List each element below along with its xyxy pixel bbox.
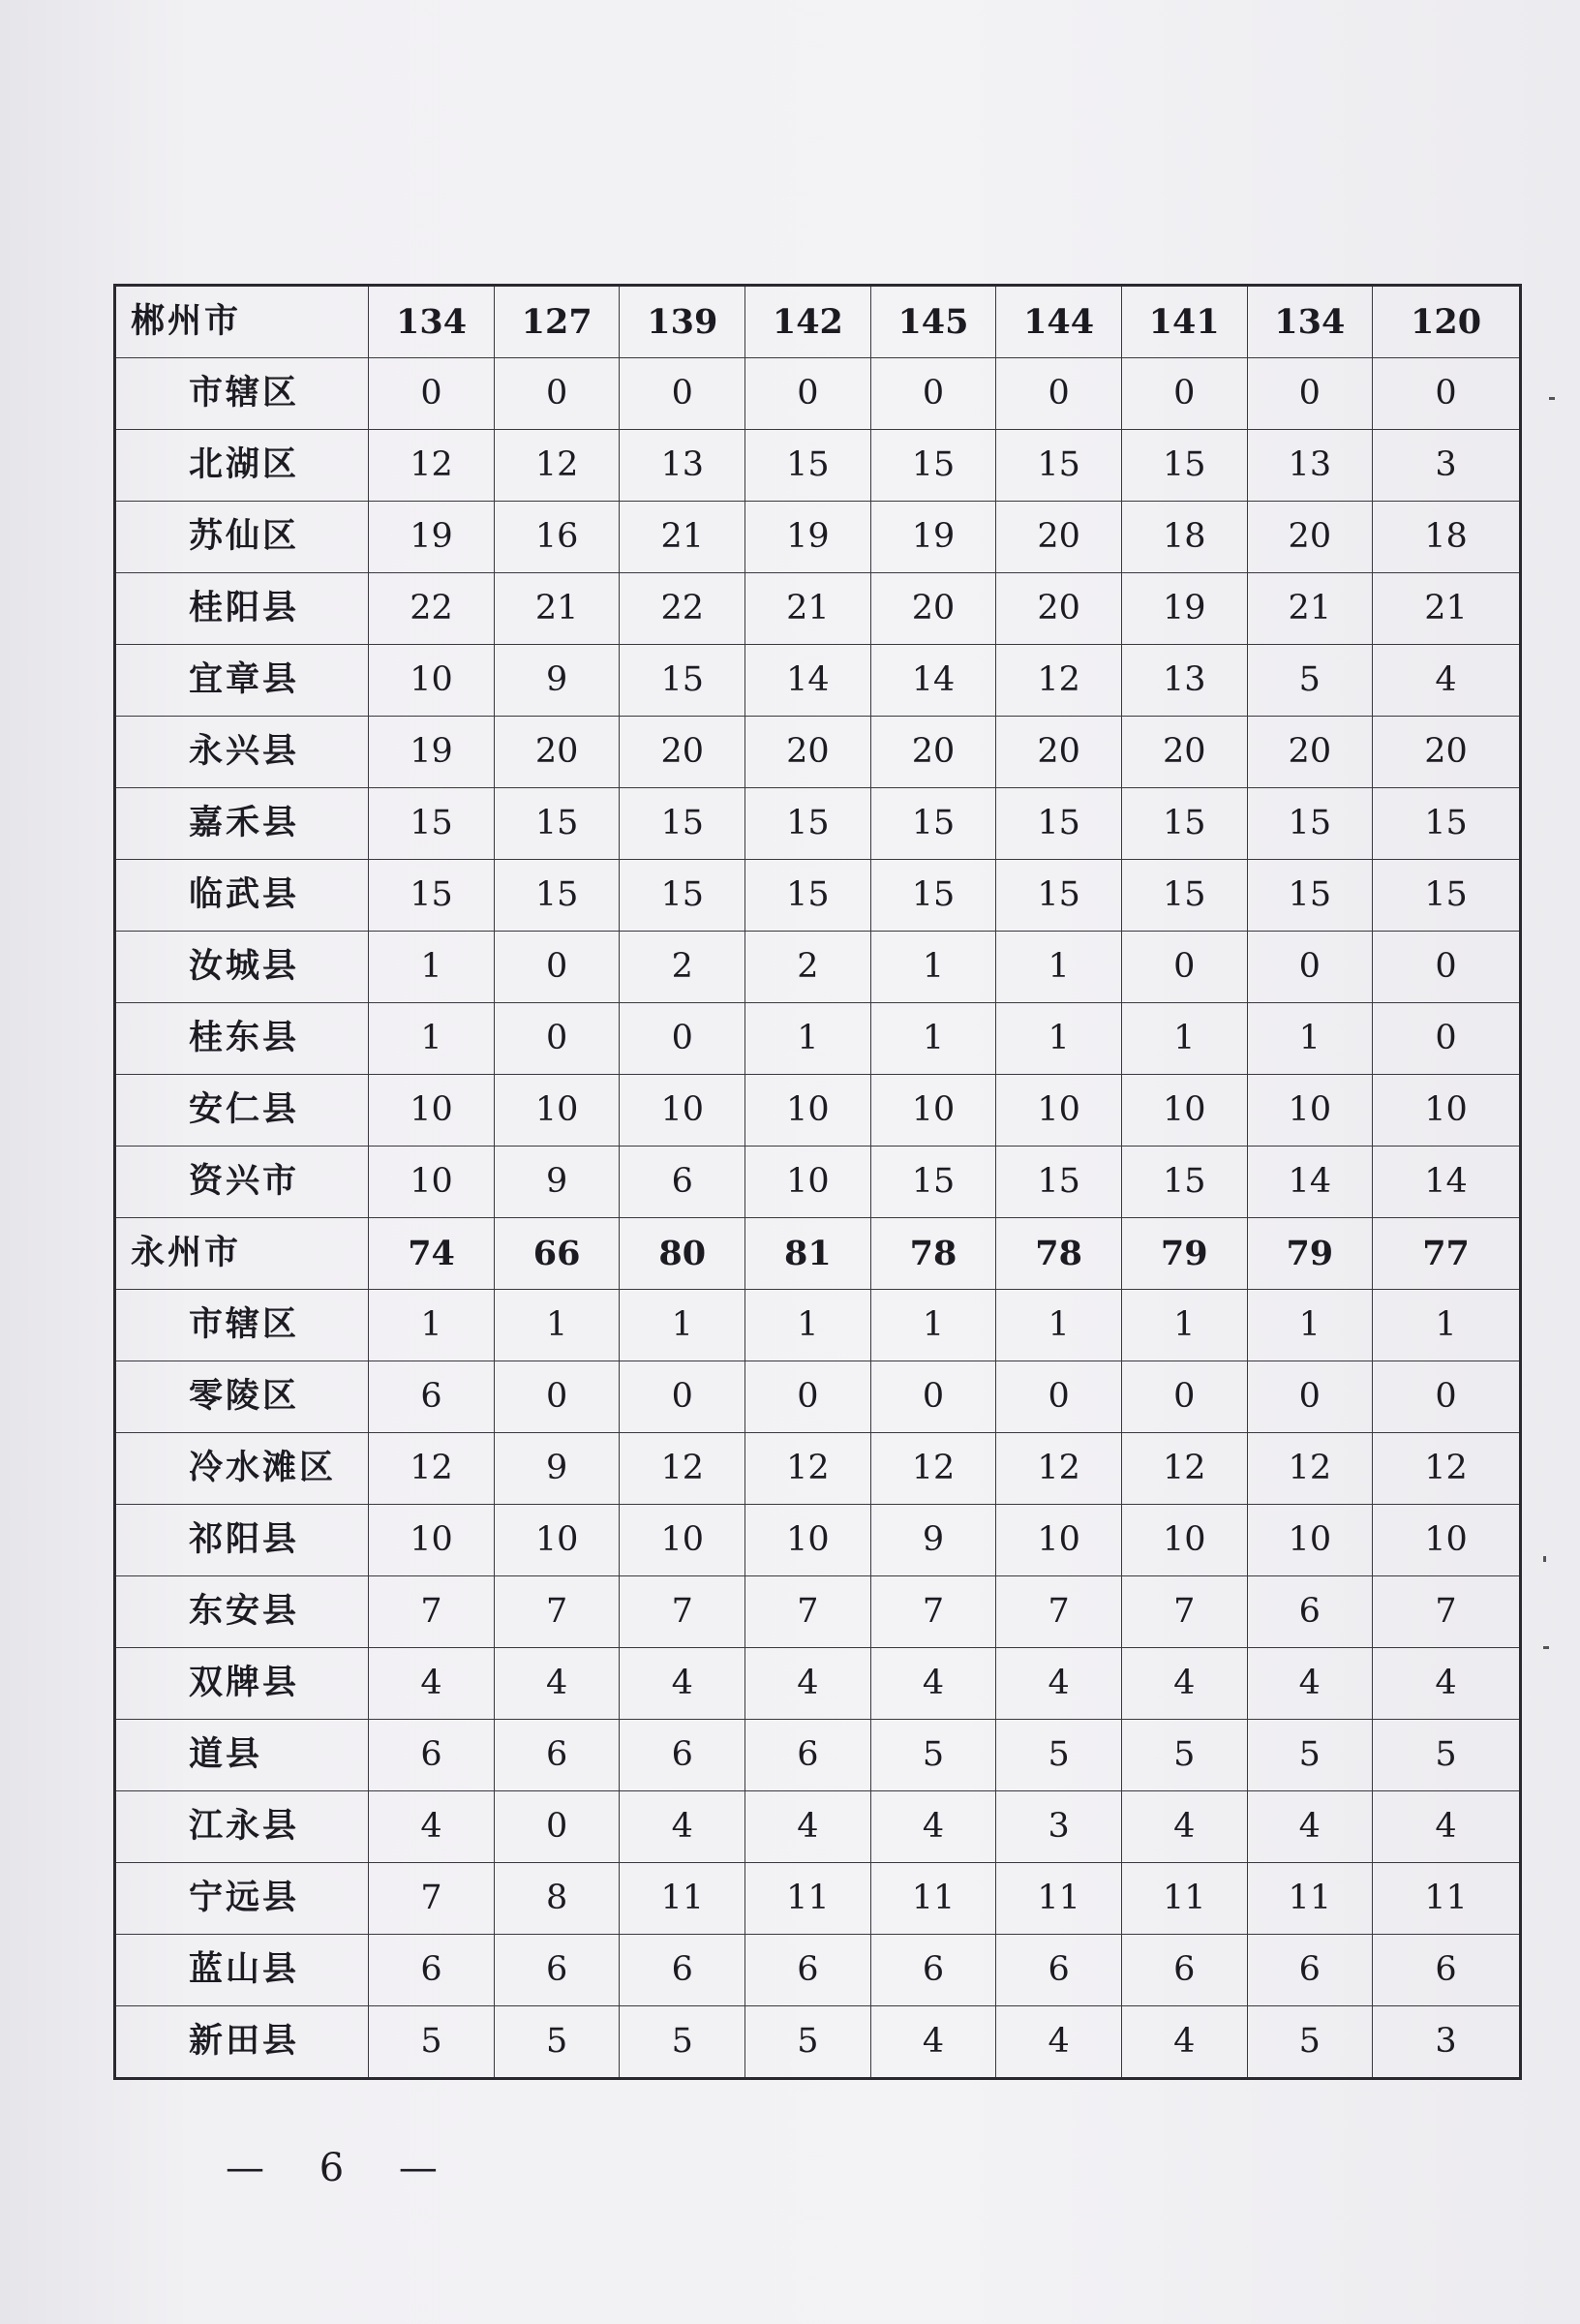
- value-cell: 19: [369, 717, 495, 788]
- value-cell: 4: [1121, 1648, 1247, 1720]
- value-cell: 10: [620, 1505, 745, 1576]
- region-name-cell: 新田县: [115, 2006, 369, 2079]
- value-cell: 6: [369, 1935, 495, 2006]
- value-cell: 134: [1247, 286, 1373, 358]
- value-cell: 15: [620, 788, 745, 860]
- value-cell: 15: [1121, 860, 1247, 932]
- value-cell: 4: [745, 1648, 871, 1720]
- value-cell: 6: [494, 1720, 620, 1791]
- value-cell: 10: [1373, 1075, 1521, 1147]
- region-name-cell: 道县: [115, 1720, 369, 1791]
- table-row-county: [115, 1505, 1521, 1576]
- value-cell: 7: [369, 1576, 495, 1648]
- value-cell: 7: [369, 1863, 495, 1935]
- value-cell: 14: [1373, 1147, 1521, 1218]
- value-cell: 15: [1121, 430, 1247, 502]
- value-cell: 12: [996, 645, 1122, 717]
- value-cell: 6: [620, 1935, 745, 2006]
- value-cell: 7: [1121, 1576, 1247, 1648]
- value-cell: 22: [620, 573, 745, 645]
- value-cell: 1: [1121, 1290, 1247, 1361]
- value-cell: 4: [996, 2006, 1122, 2079]
- value-cell: 7: [494, 1576, 620, 1648]
- value-cell: 5: [870, 1720, 996, 1791]
- value-cell: 15: [494, 860, 620, 932]
- table-row-city: [115, 286, 1521, 358]
- value-cell: 10: [369, 645, 495, 717]
- value-cell: 20: [870, 717, 996, 788]
- value-cell: 0: [494, 1791, 620, 1863]
- value-cell: 0: [1373, 932, 1521, 1003]
- value-cell: 10: [1373, 1505, 1521, 1576]
- value-cell: 15: [620, 645, 745, 717]
- value-cell: 4: [494, 1648, 620, 1720]
- value-cell: 0: [620, 358, 745, 430]
- value-cell: 0: [1121, 358, 1247, 430]
- value-cell: 11: [1373, 1863, 1521, 1935]
- value-cell: 0: [620, 1003, 745, 1075]
- value-cell: 15: [369, 788, 495, 860]
- footer-dash-right: —: [398, 2146, 441, 2190]
- value-cell: 1: [745, 1290, 871, 1361]
- value-cell: 8: [494, 1863, 620, 1935]
- value-cell: 139: [620, 286, 745, 358]
- value-cell: 18: [1373, 502, 1521, 573]
- value-cell: 12: [745, 1433, 871, 1505]
- value-cell: 21: [1373, 573, 1521, 645]
- value-cell: 0: [870, 1361, 996, 1433]
- table-row-county: [115, 1791, 1521, 1863]
- value-cell: 20: [494, 717, 620, 788]
- value-cell: 4: [1121, 1791, 1247, 1863]
- scan-mark: [1543, 1556, 1546, 1562]
- value-cell: 120: [1373, 286, 1521, 358]
- value-cell: 0: [1373, 358, 1521, 430]
- value-cell: 6: [1247, 1935, 1373, 2006]
- table-row-county: [115, 502, 1521, 573]
- value-cell: 1: [996, 1290, 1122, 1361]
- value-cell: 4: [1247, 1648, 1373, 1720]
- value-cell: 127: [494, 286, 620, 358]
- value-cell: 12: [1247, 1433, 1373, 1505]
- value-cell: 145: [870, 286, 996, 358]
- value-cell: 6: [745, 1720, 871, 1791]
- region-name-cell: 蓝山县: [115, 1935, 369, 2006]
- value-cell: 11: [745, 1863, 871, 1935]
- region-name-cell: 桂阳县: [115, 573, 369, 645]
- value-cell: 10: [996, 1075, 1122, 1147]
- value-cell: 5: [996, 1720, 1122, 1791]
- value-cell: 6: [620, 1720, 745, 1791]
- value-cell: 11: [996, 1863, 1122, 1935]
- value-cell: 9: [870, 1505, 996, 1576]
- value-cell: 14: [1247, 1147, 1373, 1218]
- value-cell: 20: [870, 573, 996, 645]
- value-cell: 6: [369, 1361, 495, 1433]
- table-row-county: [115, 860, 1521, 932]
- value-cell: 0: [1247, 358, 1373, 430]
- value-cell: 21: [745, 573, 871, 645]
- region-name-cell: 双牌县: [115, 1648, 369, 1720]
- value-cell: 0: [1247, 1361, 1373, 1433]
- value-cell: 10: [494, 1505, 620, 1576]
- value-cell: 0: [494, 1003, 620, 1075]
- value-cell: 20: [745, 717, 871, 788]
- table-row-county: [115, 2006, 1521, 2079]
- region-name-cell: 市辖区: [115, 1290, 369, 1361]
- value-cell: 19: [745, 502, 871, 573]
- value-cell: 5: [745, 2006, 871, 2079]
- value-cell: 15: [870, 860, 996, 932]
- region-name-cell: 零陵区: [115, 1361, 369, 1433]
- value-cell: 4: [620, 1791, 745, 1863]
- value-cell: 6: [870, 1935, 996, 2006]
- table-row-city: [115, 1218, 1521, 1290]
- value-cell: 6: [1121, 1935, 1247, 2006]
- footer-dash-left: —: [226, 2146, 268, 2190]
- table-row-county: [115, 1433, 1521, 1505]
- value-cell: 15: [369, 860, 495, 932]
- region-name-cell: 北湖区: [115, 430, 369, 502]
- value-cell: 3: [1373, 430, 1521, 502]
- value-cell: 11: [1121, 1863, 1247, 1935]
- value-cell: 142: [745, 286, 871, 358]
- value-cell: 15: [1247, 788, 1373, 860]
- value-cell: 5: [1247, 1720, 1373, 1791]
- value-cell: 0: [1373, 1003, 1521, 1075]
- value-cell: 15: [996, 1147, 1122, 1218]
- value-cell: 1: [870, 932, 996, 1003]
- value-cell: 4: [870, 1791, 996, 1863]
- value-cell: 5: [1247, 2006, 1373, 2079]
- table-row-county: [115, 430, 1521, 502]
- value-cell: 1: [620, 1290, 745, 1361]
- value-cell: 10: [369, 1147, 495, 1218]
- value-cell: 4: [1247, 1791, 1373, 1863]
- table-row-county: [115, 1003, 1521, 1075]
- table-row-county: [115, 1863, 1521, 1935]
- value-cell: 0: [1247, 932, 1373, 1003]
- value-cell: 10: [494, 1075, 620, 1147]
- value-cell: 5: [1121, 1720, 1247, 1791]
- value-cell: 4: [369, 1648, 495, 1720]
- region-name-cell: 冷水滩区: [115, 1433, 369, 1505]
- value-cell: 15: [1247, 860, 1373, 932]
- value-cell: 1: [870, 1290, 996, 1361]
- value-cell: 11: [620, 1863, 745, 1935]
- value-cell: 1: [996, 1003, 1122, 1075]
- value-cell: 20: [1121, 717, 1247, 788]
- value-cell: 18: [1121, 502, 1247, 573]
- region-name-cell: 永州市: [115, 1218, 369, 1290]
- value-cell: 0: [996, 1361, 1122, 1433]
- value-cell: 10: [369, 1075, 495, 1147]
- value-cell: 15: [996, 860, 1122, 932]
- value-cell: 5: [1373, 1720, 1521, 1791]
- value-cell: 10: [1121, 1075, 1247, 1147]
- value-cell: 20: [996, 502, 1122, 573]
- value-cell: 1: [1247, 1290, 1373, 1361]
- value-cell: 21: [494, 573, 620, 645]
- value-cell: 20: [620, 717, 745, 788]
- value-cell: 12: [1373, 1433, 1521, 1505]
- region-name-cell: 东安县: [115, 1576, 369, 1648]
- value-cell: 15: [1373, 788, 1521, 860]
- value-cell: 7: [620, 1576, 745, 1648]
- value-cell: 1: [369, 1290, 495, 1361]
- value-cell: 10: [1247, 1075, 1373, 1147]
- table-row-county: [115, 788, 1521, 860]
- region-name-cell: 安仁县: [115, 1075, 369, 1147]
- region-name-cell: 资兴市: [115, 1147, 369, 1218]
- value-cell: 0: [996, 358, 1122, 430]
- region-name-cell: 江永县: [115, 1791, 369, 1863]
- value-cell: 7: [1373, 1576, 1521, 1648]
- table-row-county: [115, 1576, 1521, 1648]
- value-cell: 19: [369, 502, 495, 573]
- table-row-county: [115, 358, 1521, 430]
- value-cell: 78: [870, 1218, 996, 1290]
- value-cell: 4: [996, 1648, 1122, 1720]
- page-footer: [208, 2146, 459, 2190]
- value-cell: 3: [1373, 2006, 1521, 2079]
- value-cell: 0: [1121, 932, 1247, 1003]
- value-cell: 15: [870, 788, 996, 860]
- value-cell: 21: [1247, 573, 1373, 645]
- value-cell: 5: [1247, 645, 1373, 717]
- value-cell: 15: [1121, 788, 1247, 860]
- region-name-cell: 市辖区: [115, 358, 369, 430]
- value-cell: 10: [1247, 1505, 1373, 1576]
- value-cell: 5: [494, 2006, 620, 2079]
- value-cell: 15: [1121, 1147, 1247, 1218]
- value-cell: 77: [1373, 1218, 1521, 1290]
- value-cell: 15: [870, 1147, 996, 1218]
- table-body: [115, 286, 1521, 2079]
- value-cell: 20: [1247, 717, 1373, 788]
- value-cell: 7: [870, 1576, 996, 1648]
- value-cell: 6: [369, 1720, 495, 1791]
- value-cell: 5: [369, 2006, 495, 2079]
- value-cell: 4: [1373, 1648, 1521, 1720]
- value-cell: 6: [996, 1935, 1122, 2006]
- value-cell: 11: [870, 1863, 996, 1935]
- value-cell: 6: [620, 1147, 745, 1218]
- value-cell: 12: [369, 430, 495, 502]
- table-row-county: [115, 1290, 1521, 1361]
- value-cell: 15: [1373, 860, 1521, 932]
- value-cell: 12: [620, 1433, 745, 1505]
- region-name-cell: 嘉禾县: [115, 788, 369, 860]
- value-cell: 1: [369, 932, 495, 1003]
- statistics-table: [113, 284, 1522, 2080]
- value-cell: 0: [745, 1361, 871, 1433]
- value-cell: 1: [369, 1003, 495, 1075]
- value-cell: 12: [1121, 1433, 1247, 1505]
- value-cell: 80: [620, 1218, 745, 1290]
- table-row-county: [115, 717, 1521, 788]
- value-cell: 4: [745, 1791, 871, 1863]
- value-cell: 6: [1247, 1576, 1373, 1648]
- value-cell: 6: [745, 1935, 871, 2006]
- value-cell: 0: [1121, 1361, 1247, 1433]
- value-cell: 1: [745, 1003, 871, 1075]
- value-cell: 4: [870, 1648, 996, 1720]
- table-row-county: [115, 1720, 1521, 1791]
- value-cell: 10: [745, 1505, 871, 1576]
- value-cell: 0: [620, 1361, 745, 1433]
- table-row-county: [115, 1648, 1521, 1720]
- value-cell: 20: [1373, 717, 1521, 788]
- value-cell: 4: [1121, 2006, 1247, 2079]
- value-cell: 1: [996, 932, 1122, 1003]
- region-name-cell: 苏仙区: [115, 502, 369, 573]
- table-row-county: [115, 1935, 1521, 2006]
- value-cell: 4: [870, 2006, 996, 2079]
- value-cell: 15: [996, 788, 1122, 860]
- region-name-cell: 宁远县: [115, 1863, 369, 1935]
- value-cell: 10: [745, 1075, 871, 1147]
- scan-mark: [1549, 397, 1555, 400]
- region-name-cell: 桂东县: [115, 1003, 369, 1075]
- value-cell: 22: [369, 573, 495, 645]
- value-cell: 15: [996, 430, 1122, 502]
- value-cell: 0: [870, 358, 996, 430]
- value-cell: 14: [870, 645, 996, 717]
- value-cell: 79: [1121, 1218, 1247, 1290]
- value-cell: 9: [494, 1433, 620, 1505]
- value-cell: 15: [620, 860, 745, 932]
- value-cell: 7: [996, 1576, 1122, 1648]
- value-cell: 1: [1121, 1003, 1247, 1075]
- value-cell: 0: [1373, 1361, 1521, 1433]
- value-cell: 6: [1373, 1935, 1521, 2006]
- value-cell: 81: [745, 1218, 871, 1290]
- value-cell: 10: [1121, 1505, 1247, 1576]
- value-cell: 10: [369, 1505, 495, 1576]
- value-cell: 1: [1247, 1003, 1373, 1075]
- value-cell: 19: [870, 502, 996, 573]
- value-cell: 2: [745, 932, 871, 1003]
- value-cell: 15: [745, 788, 871, 860]
- value-cell: 6: [494, 1935, 620, 2006]
- value-cell: 10: [870, 1075, 996, 1147]
- region-name-cell: 祁阳县: [115, 1505, 369, 1576]
- value-cell: 4: [1373, 1791, 1521, 1863]
- value-cell: 0: [494, 1361, 620, 1433]
- value-cell: 4: [1373, 645, 1521, 717]
- value-cell: 11: [1247, 1863, 1373, 1935]
- table-row-county: [115, 1147, 1521, 1218]
- value-cell: 141: [1121, 286, 1247, 358]
- value-cell: 16: [494, 502, 620, 573]
- value-cell: 4: [620, 1648, 745, 1720]
- value-cell: 0: [369, 358, 495, 430]
- value-cell: 20: [996, 573, 1122, 645]
- value-cell: 0: [745, 358, 871, 430]
- value-cell: 15: [745, 430, 871, 502]
- value-cell: 13: [1247, 430, 1373, 502]
- value-cell: 9: [494, 645, 620, 717]
- value-cell: 12: [996, 1433, 1122, 1505]
- value-cell: 20: [1247, 502, 1373, 573]
- value-cell: 4: [369, 1791, 495, 1863]
- value-cell: 10: [996, 1505, 1122, 1576]
- value-cell: 78: [996, 1218, 1122, 1290]
- table-row-county: [115, 573, 1521, 645]
- value-cell: 19: [1121, 573, 1247, 645]
- value-cell: 1: [494, 1290, 620, 1361]
- region-name-cell: 宜章县: [115, 645, 369, 717]
- value-cell: 0: [494, 358, 620, 430]
- value-cell: 1: [1373, 1290, 1521, 1361]
- region-name-cell: 永兴县: [115, 717, 369, 788]
- table-row-county: [115, 1075, 1521, 1147]
- value-cell: 12: [369, 1433, 495, 1505]
- value-cell: 15: [494, 788, 620, 860]
- value-cell: 0: [494, 932, 620, 1003]
- value-cell: 12: [494, 430, 620, 502]
- page-number: 6: [319, 2146, 349, 2190]
- region-name-cell: 汝城县: [115, 932, 369, 1003]
- table-row-county: [115, 1361, 1521, 1433]
- value-cell: 79: [1247, 1218, 1373, 1290]
- value-cell: 12: [870, 1433, 996, 1505]
- value-cell: 9: [494, 1147, 620, 1218]
- value-cell: 134: [369, 286, 495, 358]
- value-cell: 13: [1121, 645, 1247, 717]
- value-cell: 74: [369, 1218, 495, 1290]
- value-cell: 15: [745, 860, 871, 932]
- table-row-county: [115, 645, 1521, 717]
- value-cell: 13: [620, 430, 745, 502]
- value-cell: 2: [620, 932, 745, 1003]
- value-cell: 144: [996, 286, 1122, 358]
- value-cell: 21: [620, 502, 745, 573]
- scan-mark: [1543, 1646, 1549, 1649]
- value-cell: 20: [996, 717, 1122, 788]
- table-row-county: [115, 932, 1521, 1003]
- value-cell: 1: [870, 1003, 996, 1075]
- value-cell: 3: [996, 1791, 1122, 1863]
- value-cell: 7: [745, 1576, 871, 1648]
- value-cell: 14: [745, 645, 871, 717]
- value-cell: 15: [870, 430, 996, 502]
- value-cell: 66: [494, 1218, 620, 1290]
- region-name-cell: 临武县: [115, 860, 369, 932]
- value-cell: 5: [620, 2006, 745, 2079]
- value-cell: 10: [620, 1075, 745, 1147]
- region-name-cell: 郴州市: [115, 286, 369, 358]
- value-cell: 10: [745, 1147, 871, 1218]
